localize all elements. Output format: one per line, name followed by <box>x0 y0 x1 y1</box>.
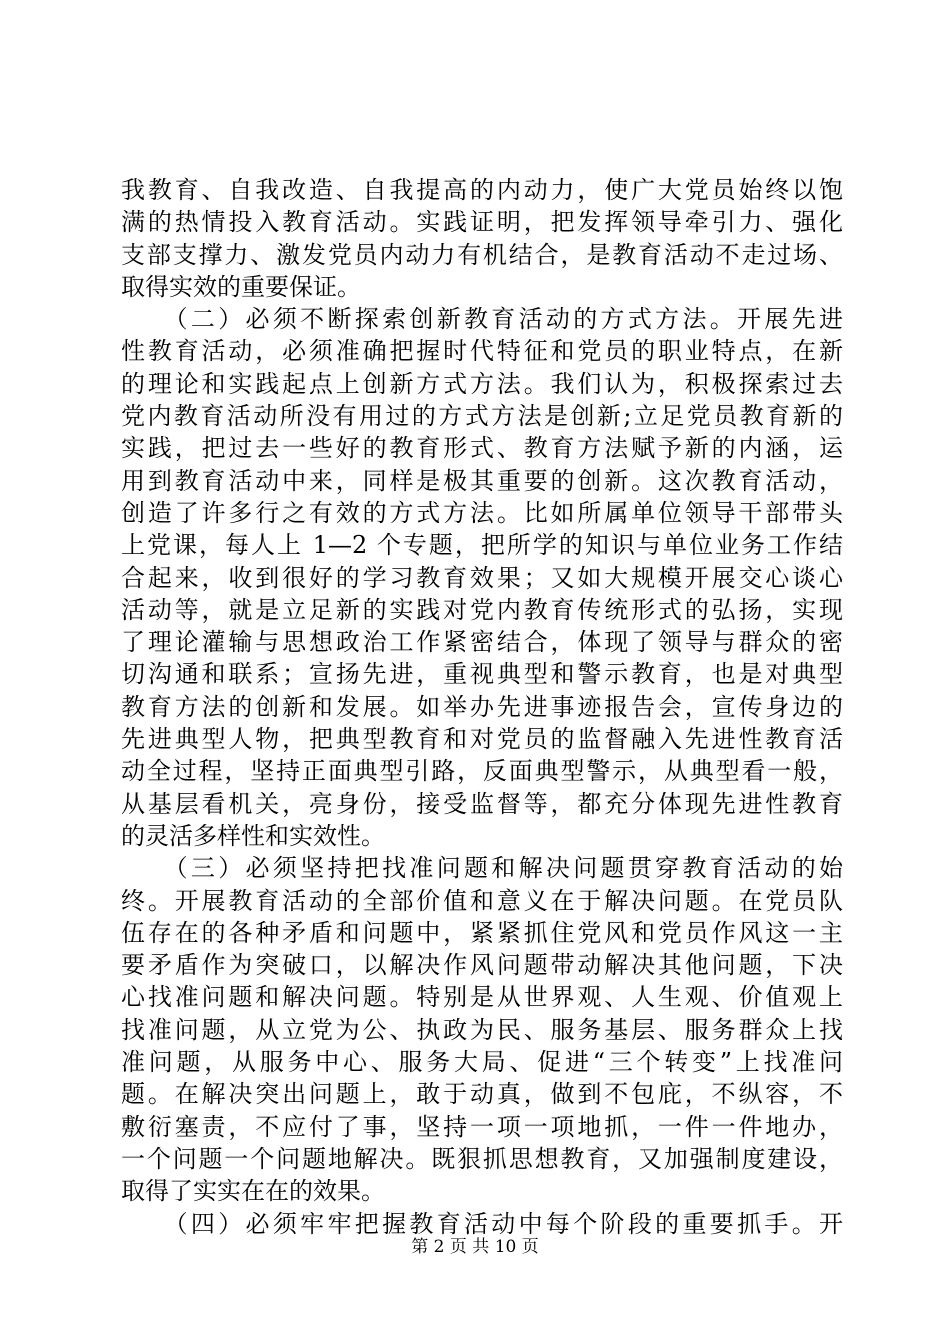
text-line: 题。在解决突出问题上，敢于动真，做到不包庇，不纵容，不 <box>121 1080 843 1109</box>
text-line: 从基层看机关，亮身份，接受监督等，都充分体现先进性教育 <box>121 789 843 818</box>
text-line: 了理论灌输与思想政治工作紧密结合，体现了领导与群众的密 <box>121 628 843 657</box>
text-line: 用到教育活动中来，同样是极其重要的创新。这次教育活动， <box>121 466 843 495</box>
text-line: 创造了许多行之有效的方式方法。比如所属单位领导干部带头 <box>121 498 843 527</box>
text-line: 教育方法的创新和发展。如举办先进事迹报告会，宣传身边的 <box>121 692 843 721</box>
text-line: 上党课，每人上 1—2 个专题，把所学的知识与单位业务工作结 <box>121 531 843 560</box>
text-line: 准问题，从服务中心、服务大局、促进“三个转变”上找准问 <box>121 1048 843 1077</box>
text-line: 党内教育活动所没有用过的方式方法是创新;立足党员教育新的 <box>121 402 843 431</box>
text-line: 终。开展教育活动的全部价值和意义在于解决问题。在党员队 <box>121 886 843 915</box>
text-line: （四）必须牢牢把握教育活动中每个阶段的重要抓手。开 <box>121 1209 843 1238</box>
text-line: 实践，把过去一些好的教育形式、教育方法赋予新的内涵，运 <box>121 434 843 463</box>
text-line: 合起来，收到很好的学习教育效果；又如大规模开展交心谈心 <box>121 563 843 592</box>
text-line: 我教育、自我改造、自我提高的内动力，使广大党员始终以饱 <box>121 176 843 204</box>
page-footer: 第 2 页 共 10 页 <box>411 1237 539 1257</box>
text-line: 满的热情投入教育活动。实践证明，把发挥领导牵引力、强化 <box>121 208 843 237</box>
text-line: 找准问题，从立党为公、执政为民、服务基层、服务群众上找 <box>121 1015 843 1044</box>
text-line: 的灵活多样性和实效性。 <box>121 821 385 850</box>
text-line: 取得了实实在在的效果。 <box>121 1177 385 1206</box>
text-line: 敷衍塞责，不应付了事，坚持一项一项地抓，一件一件地办， <box>121 1112 843 1141</box>
text-line: 要矛盾作为突破口，以解决作风问题带动解决其他问题，下决 <box>121 951 843 980</box>
text-line: 的理论和实践起点上创新方式方法。我们认为，积极探索过去 <box>121 369 843 398</box>
text-line: 动全过程，坚持正面典型引路，反面典型警示，从典型看一般， <box>121 757 843 786</box>
text-line: （二）必须不断探索创新教育活动的方式方法。开展先进 <box>121 305 843 334</box>
text-line: 切沟通和联系；宣扬先进，重视典型和警示教育，也是对典型 <box>121 660 843 689</box>
text-line: 伍存在的各种矛盾和问题中，紧紧抓住党风和党员作风这一主 <box>121 918 843 947</box>
document-body <box>121 174 843 1240</box>
text-line: 活动等，就是立足新的实践对党内教育传统形式的弘扬，实现 <box>121 595 843 624</box>
text-line: 先进典型人物，把典型教育和对党员的监督融入先进性教育活 <box>121 725 843 754</box>
text-line: 一个问题一个问题地解决。既狠抓思想教育，又加强制度建设， <box>121 1144 843 1173</box>
text-line: （三）必须坚持把找准问题和解决问题贯穿教育活动的始 <box>121 854 843 883</box>
text-line: 心找准问题和解决问题。特别是从世界观、人生观、价值观上 <box>121 983 843 1012</box>
text-line: 取得实效的重要保证。 <box>121 272 361 301</box>
text-line: 性教育活动，必须准确把握时代特征和党员的职业特点，在新 <box>121 337 843 366</box>
text-line: 支部支撑力、激发党员内动力有机结合，是教育活动不走过场、 <box>121 240 843 269</box>
